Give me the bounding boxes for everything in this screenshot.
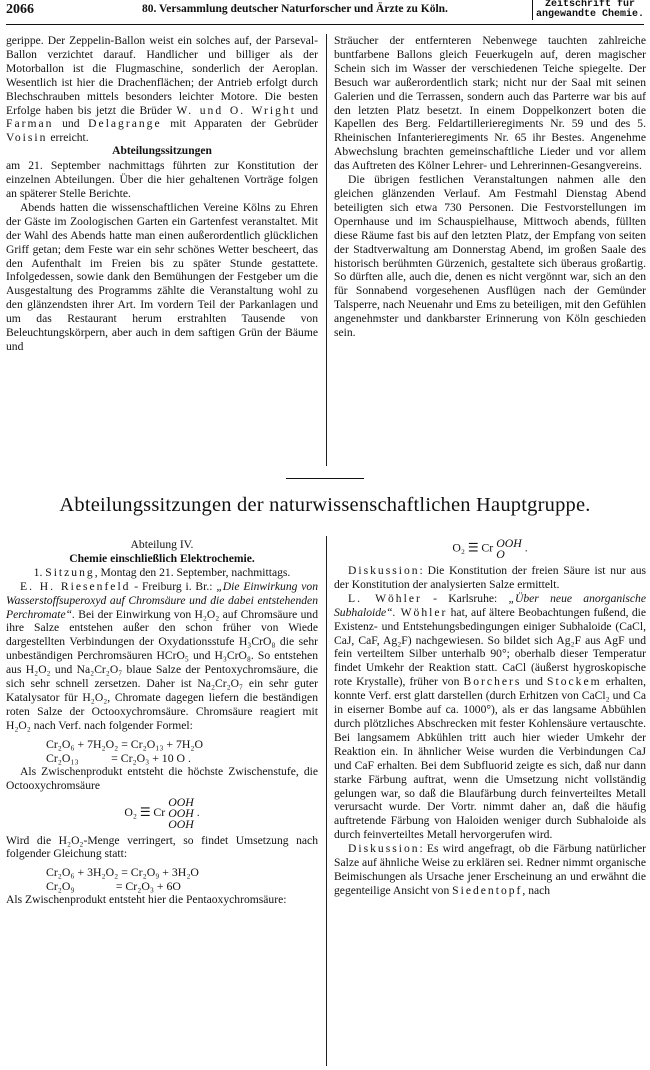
column-divider <box>326 536 327 1066</box>
equation: Cr₂O₉ = Cr₂O₃ + 6O <box>46 879 181 894</box>
formula-group: OOH <box>168 794 194 809</box>
abteilung-label: Abteilung IV. <box>130 538 194 551</box>
paragraph: Wird die H₂O₂-Menge verringert, so findet Umsetzung nach folgender Gleichung statt: <box>6 833 318 861</box>
person-names: Borchers <box>463 675 522 689</box>
top-left-column <box>6 34 318 354</box>
formula-dot: . <box>196 804 200 819</box>
talk-title: „Über neue anorganische Subhaloide“. <box>334 591 646 619</box>
paragraph <box>334 564 646 592</box>
section-separator <box>286 478 364 479</box>
journal-line-1: Zeitschrift für <box>544 0 635 10</box>
running-title: 80. Versammlung deutscher Naturforscher und Ärzte zu Köln. <box>142 3 448 15</box>
top-right-column <box>334 34 646 340</box>
person-names: Delagrange <box>88 117 162 131</box>
paragraph: Sträucher der entfernteren Nebenwege tauchten zahlreiche buntfarbene Ballons gleich Feuerkugeln auf, deren magischer Schein sich im Wasser der verschiedenen Teiche spiegelte. Der Besuch war außerordentlich stark; nicht nur der Saal mit seinen Galerien und die Terrassen, sondern auch das Parterre war bis auf den letzten Platz besetzt. In einem Doppelkonzert boten die Kapellen des Berg. Feldartillerieregiments Nr. 59 und des 5. Rheinischen Infanterieregiments Nr. 65 ihr Bestes. Angenehme Abwechslung brachten gemeinschaftliche Lieder und vor allem das Auftreten des Kölner Lehrer- und Lehrerinnen-Gesangvereins. <box>334 34 646 173</box>
structural-formula <box>334 538 646 560</box>
structural-formula <box>6 794 318 831</box>
formula-group: OOH <box>496 536 522 550</box>
paragraph-text: : Es wird angefragt, ob die Färbung natürlicher Salze auf ähnliche Weise zu erklären sei. Redner nimmt organische Beimischungen als Ursache jener Erscheinung an und erwähnt die gegenteilige Ansicht von <box>334 842 646 897</box>
text-fragment: und <box>521 675 548 689</box>
text-fragment: und <box>295 103 318 117</box>
journal-line-2: angewandte Chemie. <box>535 9 644 20</box>
paragraph-text: Bei der Einwirkung von H₂O₂ auf Chromsäure und ihre Salze entstehen außer den schon früher von Wiede dargestellten Verbindungen der Oxydationsstufe H₃CrO₈ die sehr unbeständigen Perchromsäuren HCrO₅ und H₃CrO₈. So entstehen aus H₂O₂ und Na₂Cr₂O₇ blaue Salze der Pentoxychromsäure, die sich sehr schnell zersetzen. Daher ist Na₂Cr₂O₇ ein sehr guter Katalysator für H₂O₂, Chromate dagegen liefern die beständigen roten Salze der Octooxychromsäure. Chromsäure reagiert mit H₂O₂ nach Verf. nach folgender Formel: <box>6 607 318 732</box>
formula-core: O₂ ☰ Cr <box>124 804 166 819</box>
author-name: Wöhler <box>395 605 448 619</box>
paragraph: Die übrigen festlichen Veranstaltungen nahmen alle den gleichen glänzenden Verlauf. Am Festmahl Dienstag Abend beteiligten sich etwa 730 Personen. Die Festvorstellungen im Opernhause und im Schauspielhause, Mittwoch abends, füllten diese Räume fast bis auf den letzten Platz, der Empfang von seiten der Stadtverwaltung am Donnerstag Abend, im großen Saale des historisch berühmten Gürzenich, gestaltete sich überaus großartig. So dürften alle, auch die, denen es nicht vergönnt war, sich an den für Sonnabend vorgesehenen Ausflügen nach der Gemünder Talsperre, nach Neuenahr und Ems zu beteiligen, mit den Gefühlen angenehmster und dankbarster Erinnerung von Köln geschieden sein. <box>334 173 646 340</box>
equation: Cr₂O₆ + 7H₂O₂ = Cr₂O₁₃ + 7H₂O <box>46 736 204 751</box>
paragraph: Als Zwischenprodukt entsteht hier die Pentaoxychromsäure: <box>6 893 287 907</box>
paragraph: Abends hatten die wissenschaftlichen Vereine Kölns zu Ehren der Gäste im Zoologischen Garten ein Gartenfest veranstaltet. Mit der Wahl des Abends hatte man einen außerordentlich glücklichen Griff getan; dem Feste war ein sehr schönes Wetter bescheert, das den Aufenthalt im Freien bis zu später Stunde gestattete. Infolgedessen, sowie dank den Bemühungen der Festgeber um die Ausgestaltung des Programms zählte die Veranstaltung wohl zu den glänzendsten ihrer Art. Im vordern Teil der Parkanlagen und um das Restaurant herum erstrahlten Tausende von Beleuchtungskörpern, aber auch in dem saftigen Grün der Bäume und <box>6 200 318 353</box>
formula-groups <box>496 538 522 560</box>
main-title: Abteilungssitzungen der naturwissenschaftlichen Hauptgruppe. <box>59 494 591 516</box>
paragraph <box>6 580 318 733</box>
equation: Cr₂O₆ + 3H₂O₂ = Cr₂O₉ + 3H₂O <box>46 865 199 880</box>
formula-core: O₂ ☰ Cr <box>452 540 494 555</box>
column-divider <box>326 34 327 466</box>
section-heading: Abteilungssitzungen <box>112 145 212 158</box>
paragraph <box>6 34 318 145</box>
paragraph <box>334 842 646 898</box>
abteilung-subject: Chemie einschließlich Elektrochemie. <box>69 551 255 565</box>
person-names: Farman <box>6 117 54 131</box>
paragraph-text: hat, auf ältere Beobachtungen fußend, die Existenz- und Entstehungsbedingungen einiger Subhaloide (CaCl, CaJ, CaF, Ag₂F) nachgewiesen. So bildet sich Ag₂F aus AgF und fein verteiltem Silber unterhalb 90°; oberhalb dieser Temperatur findet Umkehr der Reaktion statt. CaCl (äußerst hygroskopische rote Krystalle), früher von <box>334 605 646 689</box>
discussion-label: Diskussion <box>348 842 420 856</box>
text-fragment: , nach <box>522 883 551 897</box>
talk-title: „Die Einwirkung von Wasserstoffsuperoxyd auf Chromsäure und die dabei entstehenden Perchromate“. <box>6 579 318 621</box>
author-name: L. Wöhler <box>348 591 422 605</box>
page-header <box>6 2 644 25</box>
formula-group: O <box>496 547 505 561</box>
text-fragment: mit Apparaten der Gebrüder <box>161 117 319 131</box>
paragraph-text: gerippe. Der Zeppelin-Ballon weist ein solches auf, der Parseval-Ballon verzichtet darauf. Handlicher und billiger als der Motorballon ist die Flugmaschine, sonderlich der Aeroplan. Wesentlich ist hier die Drachenflächen; der Antrieb erfolgt durch Blechschrauben mittels besonders leichter Motore. Die besten Erfolge haben bis jetzt die Brüder <box>6 34 318 117</box>
paragraph: Als Zwischenprodukt entsteht die höchste Zwischenstufe, die Octooxychromsäure <box>6 764 318 792</box>
bottom-left-column <box>6 538 318 907</box>
person-names: Voisin <box>6 131 48 145</box>
person-names: Stockem <box>547 675 602 689</box>
paragraph <box>334 592 646 842</box>
session-line <box>6 566 318 580</box>
paragraph-text: : Die Konstitution der freien Säure ist nur aus der Konstitution der analysierten Salze ermittelt. <box>334 564 646 591</box>
bottom-right-column <box>334 538 646 898</box>
paragraph-text: erhalten, konnte Verf. erst glatt darstellen (durch Erhitzen von CaCl₂ und Ca in eiserner Bombe auf ca. 1000°), als er das langsame Abbühlen durch plötzliches Abschrecken mit fester Kohlensäure vertauschte. Bei langsamem Abkühlen tritt auch hier wieder Umkehr der Reaktion ein. In ähnlicher Weise wurden die Verbindungen CaJ und CaF erhalten. Bei dem Subfluorid zeigte es sich, daß nur dann starke Färbung auftrat, wenn die Umsetzung nicht vollständig gelungen war, so daß die Blaufärbung durch feinverteiltes Metall verursacht wurde. Der Vortr. nimmt daher an, daß die häufig auftretende Färbung von Haloiden weniger durch Subhaloide als durch feinverteiltes Metall hervorgerufen wird. <box>334 675 646 842</box>
session-word: Sitzung <box>45 565 95 579</box>
discussion-label: Diskussion <box>348 564 420 577</box>
journal-name <box>532 0 644 20</box>
author-name: E. H. Riesenfeld <box>20 579 131 593</box>
person-names: W. und O. Wright <box>176 103 296 117</box>
formula-group: OOH <box>168 805 194 820</box>
formula-dot: . <box>524 540 528 555</box>
author-location: - Freiburg i. Br.: <box>130 579 217 593</box>
paragraph: am 21. September nachmittags führten zur Konstitution der einzelnen Abteilungen. Über die hier gehaltenen Vorträge folgen an späterer Stelle Berichte. <box>6 159 318 200</box>
session-number: 1. <box>33 565 46 579</box>
formula-group: OOH <box>168 816 194 831</box>
author-location: - Karlsruhe: <box>421 591 509 605</box>
text-fragment: und <box>53 117 89 131</box>
session-date: , Montag den 21. September, nachmittags. <box>94 565 291 579</box>
text-fragment: erreicht. <box>47 131 89 145</box>
person-names: Siedentopf <box>452 883 523 897</box>
equation: Cr₂O₁₃ = Cr₂O₃ + 10 O . <box>46 750 191 765</box>
page-number: 2066 <box>6 2 34 17</box>
formula-groups <box>168 794 194 831</box>
